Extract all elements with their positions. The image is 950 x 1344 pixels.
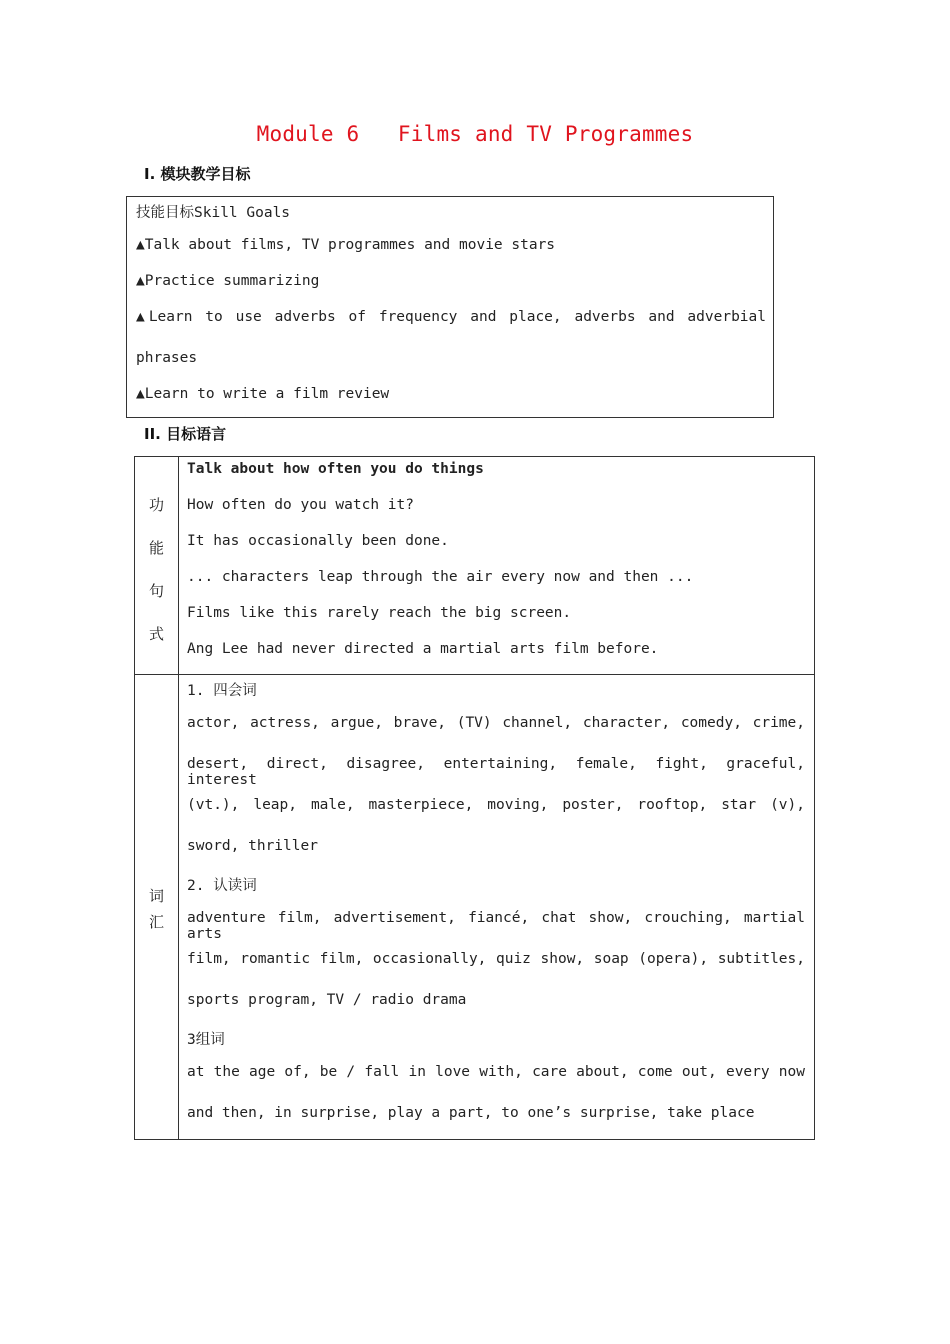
goal-item: ▲Learn to write a film review xyxy=(136,386,390,402)
goal-item: ▲Learn to use adverbs of frequency and place, adverbs and adverbial xyxy=(136,309,766,325)
vocab-line: sword, thriller xyxy=(187,838,318,854)
vocab-line: film, romantic film, occasionally, quiz show, soap (opera), subtitles, xyxy=(187,951,805,967)
skill-goals-box xyxy=(126,196,774,418)
vocab-group-title: 1. 四会词 xyxy=(187,683,257,699)
row-divider xyxy=(135,674,814,675)
functions-header: Talk about how often you do things xyxy=(187,461,484,477)
target-language-table xyxy=(134,456,815,1140)
vocab-line: and then, in surprise, play a part, to one’s surprise, take place xyxy=(187,1105,755,1121)
function-sentence: Films like this rarely reach the big screen. xyxy=(187,605,572,621)
goal-item: phrases xyxy=(136,350,198,366)
vocab-group-title: 2. 认读词 xyxy=(187,878,257,894)
goal-item: ▲Talk about films, TV programmes and movie stars xyxy=(136,237,556,253)
vocab-line: at the age of, be / fall in love with, care about, come out, every now xyxy=(187,1064,805,1080)
vocab-group-title: 3组词 xyxy=(187,1032,225,1048)
column-divider xyxy=(178,457,179,1139)
row-label-char: 汇 xyxy=(148,913,164,931)
function-sentence: ... characters leap through the air every now and then ... xyxy=(187,569,694,585)
row-label-char: 式 xyxy=(148,625,164,643)
vocab-line: (vt.), leap, male, masterpiece, moving, poster, rooftop, star (v), xyxy=(187,797,805,813)
vocab-line: adventure film, advertisement, fiancé, chat show, crouching, martial arts xyxy=(187,910,805,942)
row-label-char: 句 xyxy=(148,582,164,600)
section-heading-goals: I. 模块教学目标 xyxy=(144,165,251,183)
function-sentence: How often do you watch it? xyxy=(187,497,414,513)
row-label-char: 功 xyxy=(148,496,164,514)
vocab-line: actor, actress, argue, brave, (TV) channel, character, comedy, crime, xyxy=(187,715,805,731)
function-sentence: It has occasionally been done. xyxy=(187,533,449,549)
vocab-line: sports program, TV / radio drama xyxy=(187,992,467,1008)
function-sentence: Ang Lee had never directed a martial arts film before. xyxy=(187,641,659,657)
row-label-char: 能 xyxy=(148,539,164,557)
skill-goals-label: 技能目标Skill Goals xyxy=(136,205,291,221)
page-title: Module 6 Films and TV Programmes xyxy=(256,122,694,146)
vocab-line: desert, direct, disagree, entertaining, female, fight, graceful, interest xyxy=(187,756,805,788)
section-heading-language: II. 目标语言 xyxy=(144,425,227,443)
row-label-char: 词 xyxy=(148,887,164,905)
goal-item: ▲Practice summarizing xyxy=(136,273,320,289)
